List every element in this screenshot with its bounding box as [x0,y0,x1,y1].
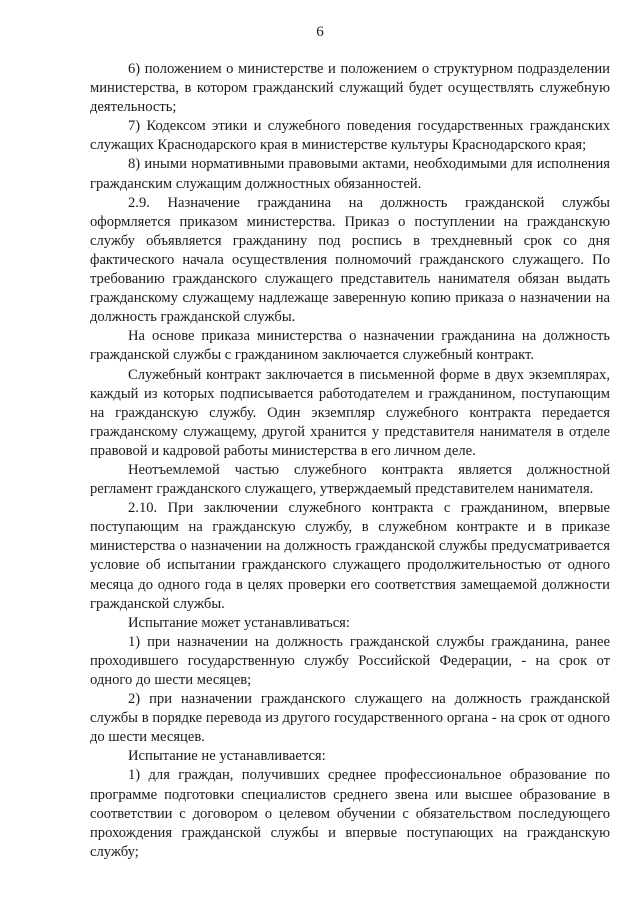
paragraph-2-9: 2.9. Назначение гражданина на должность гражданской службы оформляется приказом министерства. Приказ о поступлении на гражданскую службу объявляется гражданину под роспись в трехдневный срок со дня фактического начала осуществления полномочий гражданского служащего. По требованию гражданского служащего представитель нанимателя обязан выдать гражданскому служащему надлежаще заверенную копию приказа о назначении на должность гражданской службы. [90,194,610,326]
paragraph-item-8: 8) иными нормативными правовыми актами, необходимыми для исполнения гражданским служащим должностных обязанностей. [90,156,610,192]
page-number: 6 [316,24,324,40]
paragraph-job-regulation: Неотъемлемой частью служебного контракта является должностной регламент гражданского служащего, утверждаемый представителем нанимателя. [90,461,610,498]
paragraph-probation-case-1: 1) при назначении на должность гражданской службы гражданина, ранее проходившего государственную службу Российской Федерации, - на срок от одного до шести месяцев; [90,633,610,688]
paragraph-probation-case-2: 2) при назначении гражданского служащего на должность гражданской службы в порядке перевода из другого государственного органа - на срок от одного до шести месяцев. [90,691,610,746]
paragraph-no-probation-case-1: 1) для граждан, получивших среднее профессиональное образование по программе подготовки специалистов среднего звена или высшее образование в соответствии с договором о целевом обучении с обязательством последующего прохождения гражданской службы и впервые поступающих на гражданскую службу; [90,767,610,860]
paragraph-item-6: 6) положением о министерстве и положением о структурном подразделении министерства, в котором гражданский служащий будет осуществлять служебную деятельность; [90,61,610,116]
paragraph-probation-not: Испытание не устанавливается: [128,748,326,765]
paragraph-contract-basis: На основе приказа министерства о назначении гражданина на должность гражданской службы с гражданином заключается служебный контракт. [90,328,610,364]
paragraph-item-7: 7) Кодексом этики и служебного поведения государственных гражданских служащих Краснодарского края в министерстве культуры Краснодарского края; [90,118,610,154]
document-body [90,60,610,862]
paragraph-2-10: 2.10. При заключении служебного контракта с гражданином, впервые поступающим на гражданскую службу, в служебном контракте и в приказе министерства о назначении на должность гражданской службы предусматривается условие об испытании гражданского служащего продолжительностью от одного месяца до одного года в целях проверки его соответствия замещаемой должности гражданской службы. [90,500,610,612]
paragraph-contract-copies: Служебный контракт заключается в письменной форме в двух экземплярах, каждый из которых подписывается работодателем и гражданином, поступающим на гражданскую службу. Один экземпляр служебного контракта передается гражданскому служащему, другой хранится у представителя нанимателя в отделе правовой и кадровой работы министерства в его личном деле. [90,366,610,459]
paragraph-probation-may: Испытание может устанавливаться: [128,614,350,631]
